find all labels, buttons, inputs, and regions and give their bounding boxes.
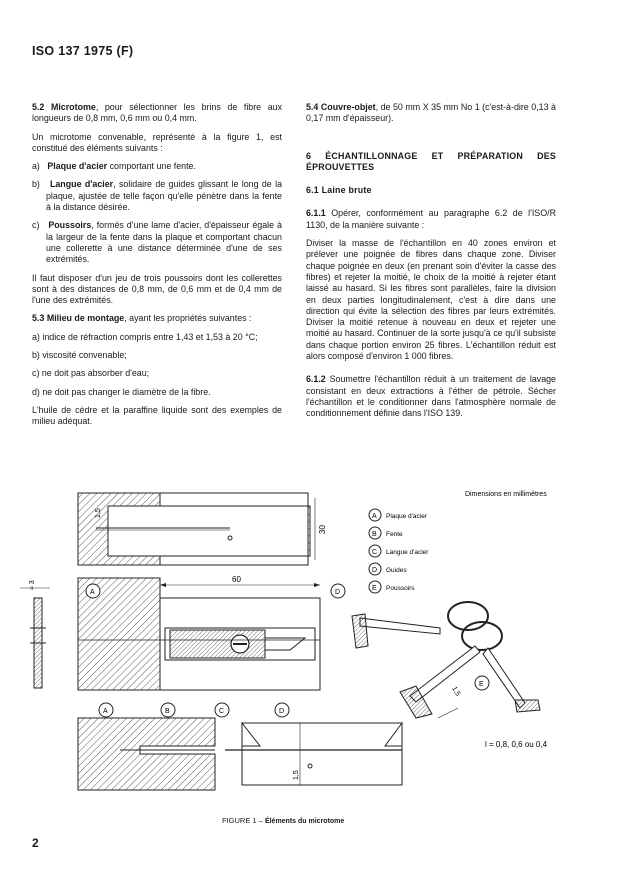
section-5-4: 5.4 Couvre-objet, de 50 mm X 35 mm No 1 (c'est-à-dire 0,13 à 0,17 mm d'épaisseur). (306, 102, 556, 124)
dimensions-note: Dimensions en millimètres (465, 491, 547, 498)
plan-view (78, 493, 327, 565)
figure-legend (369, 509, 429, 593)
callout-a-bottom (99, 703, 113, 717)
callout-c-bottom (215, 703, 229, 717)
callout-e (475, 676, 489, 690)
svg-text:Fente: Fente (386, 531, 403, 538)
document-header: ISO 137 1975 (F) (32, 44, 134, 58)
microtome-figure (20, 478, 610, 818)
svg-text:A: A (103, 708, 108, 715)
dim-1-5-pusher: 1,5 (450, 685, 462, 698)
svg-text:A: A (372, 513, 377, 520)
svg-text:Guides: Guides (386, 567, 407, 574)
legend-d (369, 563, 407, 575)
svg-text:C: C (219, 708, 225, 715)
side-view (78, 578, 320, 690)
svg-text:C: C (372, 549, 378, 556)
svg-text:E: E (479, 681, 484, 688)
callout-b-bottom (161, 703, 175, 717)
svg-text:D: D (335, 589, 341, 596)
section-6-1-title: 6.1 Laine brute (306, 185, 372, 196)
svg-text:E: E (372, 585, 377, 592)
figure-caption: FIGURE 1 – Éléments du microtome (222, 816, 345, 825)
legend-c (369, 545, 429, 557)
dim-30: 30 (318, 525, 327, 534)
svg-text:D: D (372, 567, 378, 574)
medium-c: c) ne doit pas absorber d'eau; (32, 368, 150, 379)
item-a: a) Plaque d'acier comportant une fente. (32, 161, 196, 172)
item-b: b) Langue d'acier, solidaire de guides glissant le long de la plaque, ajustée de telle façon qu'elle pénètre dans la fente à la distance désirée. (32, 179, 283, 213)
section-6-1-1: 6.1.1 Opérer, conformément au paragraphe 6.2 de l'ISO/R 1130, de la manière suivante : (306, 208, 556, 230)
bottom-view (78, 703, 402, 790)
dim-1-5-top: 1,5 (95, 508, 102, 518)
dim-approx-3: ≈ 3 (29, 580, 36, 590)
svg-text:Langue d'acier: Langue d'acier (386, 549, 429, 556)
section-5-2: 5.2 Microtome, pour sélectionner les brins de fibre aux longueurs de 0,8 mm, 0,6 mm ou 0,4 mm. (32, 102, 283, 124)
callout-d-bottom (275, 703, 289, 717)
dim-60: 60 (232, 575, 241, 584)
svg-text:B: B (165, 708, 170, 715)
section-5-2-title: Microtome (50, 102, 96, 112)
medium-a: a) indice de réfraction compris entre 1,43 et 1,53 à 20 °C; (32, 331, 258, 342)
divide-procedure: Diviser la masse de l'échantillon en 40 zones environ et prélever une poignée de fibres dans chaque zone. Diviser chaque poignée en deux (en prenant soin d'éviter la casse des fibres) et rejeter la moitié, le choix de la moitié à rejeter étant laissé au hasard. Si les fibres sont parallèles, faire la division en deux parties longitudinalement, c'est à dire dans une direction qui évite la sélection des fibres par leurs extrémités. Diviser la moitié retenue à nouveau en deux et rejeter une moitié au hasard. Continuer de la sorte jusqu'à ce qu'il subsiste dans chaque portion environ 25 fibres. L'échantillon réduit est alors composé d'environ 1 000 fibres. (306, 238, 556, 362)
svg-text:Poussoirs: Poussoirs (386, 585, 415, 592)
item-c: c) Poussoirs, formés d'une lame d'acier, d'épaisseur égale à la largeur de la fente dans la plaque et comportant chacun une collerette à une distance déterminée d'une de ses extrémités. (32, 220, 282, 265)
medium-b: b) viscosité convenable; (32, 350, 127, 361)
right-column (306, 102, 556, 427)
microtome-intro: Un microtome convenable, représenté à la figure 1, est constitué des éléments suivants : (32, 131, 282, 153)
pushers-illustration (352, 602, 540, 718)
svg-text:A: A (90, 589, 95, 596)
section-6-1-2: 6.1.2 Soumettre l'échantillon réduit à un traitement de lavage consistant en deux extractions à l'éther de pétrole. Sécher l'échantillon et le conditionner dans l'atmosphère normale de conditionnement définie dans l'ISO 139. (306, 374, 556, 419)
svg-text:Plaque d'acier: Plaque d'acier (386, 513, 427, 520)
medium-examples: L'huile de cèdre et la paraffine liquide sont des exemples de milieu adéquat. (32, 404, 282, 427)
dim-1-5-bottom: 1,5 (293, 770, 300, 780)
page-number: 2 (32, 836, 39, 850)
section-6-title: 6 ÉCHANTILLONNAGE ET PRÉPARATION DES ÉPROUVETTES (306, 150, 556, 172)
l-values: l = 0,8, 0,6 ou 0,4 (485, 740, 548, 749)
edge-section (20, 580, 50, 688)
left-column (32, 102, 282, 435)
svg-text:B: B (372, 531, 377, 538)
svg-text:D: D (279, 708, 285, 715)
legend-b (369, 527, 403, 539)
pusher-set-text: Il faut disposer d'un jeu de trois poussoirs dont les collerettes sont à des distances de 0,8 mm, de 0,6 mm et de 0,4 mm de l'une des extrémités. (32, 272, 282, 306)
medium-d: d) ne doit pas changer le diamètre de la fibre. (32, 386, 211, 397)
callout-a-top (86, 584, 100, 598)
callout-d-top (331, 584, 345, 598)
legend-a (369, 509, 428, 521)
section-5-3: 5.3 Milieu de montage, ayant les propriétés suivantes : (32, 313, 252, 324)
legend-e (369, 581, 415, 593)
